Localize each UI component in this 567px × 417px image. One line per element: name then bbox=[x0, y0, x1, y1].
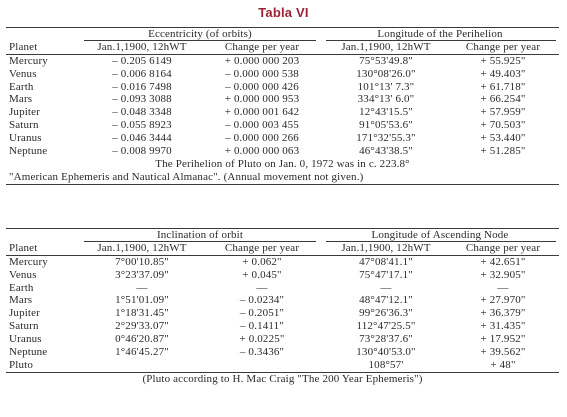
table-cell: — bbox=[497, 281, 509, 294]
table-cell: 73°28'37.6" bbox=[359, 333, 413, 346]
table-cell: – 0.055 8923 bbox=[112, 119, 172, 132]
pluto-perihelion-note: The Perihelion of Pluto on Jan. 0, 1972 was in c. 223.8° bbox=[155, 157, 410, 170]
table-cell: + 27.970" bbox=[480, 294, 526, 307]
table-cell: 108°57' bbox=[368, 358, 404, 371]
column-header-planet: Planet bbox=[9, 40, 38, 53]
table-bottom-rule bbox=[6, 184, 559, 185]
table-cell: 48°47'12.1" bbox=[359, 294, 413, 307]
table-row bbox=[6, 269, 559, 282]
table-cell: + 32.905" bbox=[480, 268, 526, 281]
column-header-date: Jan.1,1900, 12hWT bbox=[97, 241, 187, 254]
table-row bbox=[6, 93, 559, 106]
group-header-inclination: Inclination of orbit bbox=[156, 229, 244, 241]
column-header-date: Jan.1,1900, 12hWT bbox=[97, 40, 187, 53]
column-header-change: Change per year bbox=[465, 241, 541, 254]
table-cell: – 0.205 6149 bbox=[112, 54, 172, 67]
table-cell: + 0.000 000 953 bbox=[224, 93, 300, 106]
table-cell: – 0.000 000 538 bbox=[225, 67, 299, 80]
planet-name: Mercury bbox=[9, 54, 48, 67]
group-header-perihelion: Longitude of the Perihelion bbox=[377, 28, 503, 40]
table-cell: + 51.285" bbox=[480, 145, 526, 158]
table-cell: 75°53'49.8" bbox=[359, 54, 413, 67]
table-cell: + 55.925" bbox=[480, 54, 526, 67]
column-header-change: Change per year bbox=[224, 40, 300, 53]
table-cell: – 0.3436" bbox=[239, 346, 285, 359]
group-header-eccentricity: Eccentricity (of orbits) bbox=[148, 28, 252, 40]
table-cell: – 0.000 000 426 bbox=[225, 80, 299, 93]
table-cell: + 48" bbox=[490, 358, 516, 371]
column-header-row bbox=[6, 41, 559, 54]
table-cell: 3°23'37.09" bbox=[115, 268, 169, 281]
pluto-source-note: (Pluto according to H. Mac Craig "The 200 Year Ephemeris") bbox=[142, 372, 423, 385]
table-cell: + 57.959" bbox=[480, 106, 526, 119]
table-cell: 1°18'31.45" bbox=[115, 307, 169, 320]
table-row bbox=[6, 333, 559, 346]
table-cell: + 0.000 000 063 bbox=[224, 145, 300, 158]
group-header-row bbox=[6, 28, 559, 41]
table-cell: – 0.006 8164 bbox=[112, 67, 172, 80]
column-header-planet: Planet bbox=[9, 241, 38, 254]
table-cell: — bbox=[256, 281, 268, 294]
table-cell: + 17.952" bbox=[480, 333, 526, 346]
table-cell: — bbox=[380, 281, 392, 294]
table-cell: – 0.000 003 455 bbox=[225, 119, 299, 132]
table-cell: – 0.046 3444 bbox=[112, 132, 172, 145]
table-cell: 130°08'26.0" bbox=[356, 67, 416, 80]
table-cell: + 49.403" bbox=[480, 67, 526, 80]
table-cell: 334°13' 6.0" bbox=[357, 93, 415, 106]
table-cell: + 0.000 000 203 bbox=[224, 54, 300, 67]
table-cell: + 70.503" bbox=[480, 119, 526, 132]
table-row bbox=[6, 106, 559, 119]
orbit-inclination-table bbox=[6, 228, 559, 386]
table-cell: – 0.1411" bbox=[240, 320, 284, 333]
table-row bbox=[6, 119, 559, 132]
table-cell: — bbox=[136, 281, 148, 294]
planet-name: Earth bbox=[9, 281, 34, 294]
table-row bbox=[6, 282, 559, 295]
table-row bbox=[6, 359, 559, 372]
planet-name: Uranus bbox=[9, 333, 42, 346]
table-row bbox=[6, 132, 559, 145]
source-note: "American Ephemeris and Nautical Almanac". (Annual movement not given.) bbox=[9, 170, 364, 183]
table-row bbox=[6, 320, 559, 333]
planet-name: Earth bbox=[9, 80, 34, 93]
table-cell: 130°40'53.0" bbox=[356, 346, 416, 359]
table-cell: 1°46'45.27" bbox=[115, 346, 169, 359]
table-cell: + 0.0225" bbox=[239, 333, 285, 346]
planet-name: Jupiter bbox=[9, 106, 40, 119]
page-title: Tabla VI bbox=[258, 5, 309, 20]
table-cell: + 0.062" bbox=[242, 255, 282, 268]
planet-name: Mars bbox=[9, 294, 33, 307]
table-cell: + 66.254" bbox=[480, 93, 526, 106]
group-header-ascending-node: Longitude of Ascending Node bbox=[371, 229, 509, 241]
planet-name: Jupiter bbox=[9, 307, 40, 320]
table-cell: 12°43'15.5" bbox=[359, 106, 413, 119]
table-cell: – 0.093 3088 bbox=[112, 93, 172, 106]
table-row bbox=[6, 346, 559, 359]
table-cell: 112°47'25.5" bbox=[356, 320, 416, 333]
table-cell: 2°29'33.07" bbox=[115, 320, 169, 333]
planet-name: Neptune bbox=[9, 346, 48, 359]
table-row bbox=[6, 81, 559, 94]
table-cell: 171°32'55.3" bbox=[356, 132, 416, 145]
table-cell: 101°13' 7.3" bbox=[357, 80, 415, 93]
column-header-row bbox=[6, 242, 559, 255]
table-cell: + 61.718" bbox=[480, 80, 526, 93]
table-row bbox=[6, 307, 559, 320]
table-cell: – 0.016 7498 bbox=[112, 80, 172, 93]
column-header-change: Change per year bbox=[224, 241, 300, 254]
table-cell: 1°51'01.09" bbox=[115, 294, 169, 307]
planet-name: Uranus bbox=[9, 132, 42, 145]
table-cell: 7°00'10.85" bbox=[115, 255, 169, 268]
table-cell: + 0.000 001 642 bbox=[224, 106, 300, 119]
planet-name: Saturn bbox=[9, 119, 39, 132]
planet-name: Mars bbox=[9, 93, 33, 106]
table-row bbox=[6, 55, 559, 68]
table-cell: – 0.2051" bbox=[239, 307, 285, 320]
planet-name: Venus bbox=[9, 67, 37, 80]
table-cell: 99°26'36.3" bbox=[359, 307, 413, 320]
column-header-change: Change per year bbox=[465, 40, 541, 53]
group-header-row bbox=[6, 229, 559, 242]
table-cell: 91°05'53.6" bbox=[359, 119, 413, 132]
orbit-eccentricity-table bbox=[6, 27, 559, 185]
table-cell: 75°47'17.1" bbox=[359, 268, 413, 281]
column-header-date: Jan.1,1900, 12hWT bbox=[341, 241, 431, 254]
planet-name: Neptune bbox=[9, 145, 48, 158]
table-row bbox=[6, 294, 559, 307]
planet-name: Saturn bbox=[9, 320, 39, 333]
planet-name: Mercury bbox=[9, 255, 48, 268]
table-cell: + 0.045" bbox=[242, 268, 282, 281]
table-row bbox=[6, 256, 559, 269]
table-row bbox=[6, 68, 559, 81]
planet-name: Venus bbox=[9, 268, 37, 281]
table-cell: 46°43'38.5" bbox=[359, 145, 413, 158]
table-row bbox=[6, 145, 559, 158]
table-cell: + 31.435" bbox=[480, 320, 526, 333]
table-cell: – 0.0234" bbox=[239, 294, 285, 307]
table-cell: + 42.651" bbox=[480, 255, 526, 268]
table-cell: – 0.000 000 266 bbox=[225, 132, 299, 145]
column-header-date: Jan.1,1900, 12hWT bbox=[341, 40, 431, 53]
table-cell: – 0.048 3348 bbox=[112, 106, 172, 119]
table-cell: 0°46'20.87" bbox=[115, 333, 169, 346]
table-cell: + 36.379" bbox=[480, 307, 526, 320]
table-cell: + 39.562" bbox=[480, 346, 526, 359]
table-cell: – 0.008 9970 bbox=[112, 145, 172, 158]
table-cell: 47°08'41.1" bbox=[359, 255, 413, 268]
planet-name: Pluto bbox=[9, 358, 33, 371]
table-cell: + 53.440" bbox=[480, 132, 526, 145]
